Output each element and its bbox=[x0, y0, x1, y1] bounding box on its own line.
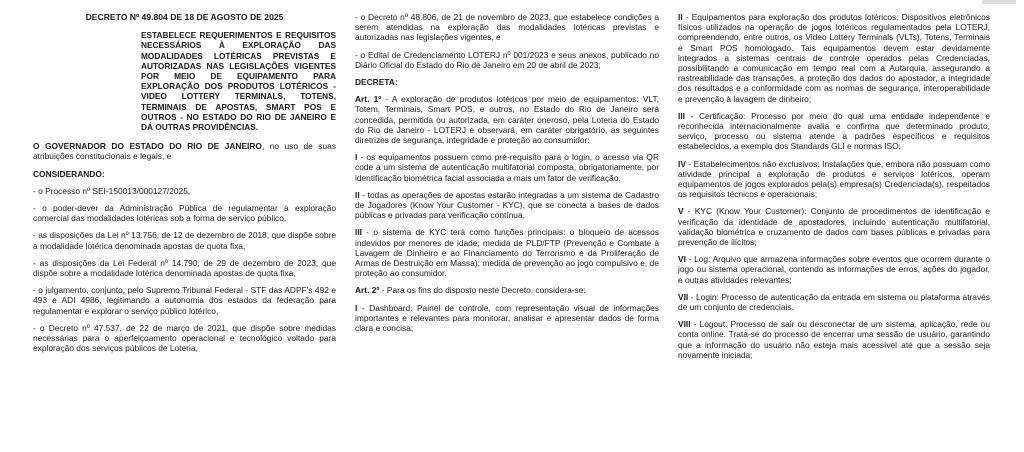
article-item bbox=[678, 292, 990, 312]
considerando-item: - as disposições da Lei nº 13.756, de 12 de dezembro de 2018, que dispõe sobre a modalidade lotérica denominada apostas de quota fixa, bbox=[33, 230, 336, 251]
article-item bbox=[355, 227, 659, 278]
article-item bbox=[678, 319, 990, 360]
decreta-heading: DECRETA: bbox=[355, 77, 398, 88]
article-2 bbox=[355, 285, 659, 295]
item-text: - Logout: Processo de sair ou desconectar de um sistema, aplicação, rede ou conta online. Trata-se do processo de encerrar uma sessão de usuário, garantindo que a informação do usuário não esteja mais acessível até que a sessão seja novamente iniciada; bbox=[678, 319, 990, 360]
considerando-item: - o Decreto nº 48.806, de 21 de novembro de 2023, que estabelece condições a serem atendidas na exploração das modalidades lotéricas previstas e autorizadas nas legislações vigentes, e bbox=[355, 12, 659, 43]
item-text: - todas as operações de apostas estarão integradas a um sistema de Cadastro de Jogadores (Know Your Customer - KYC), que se conecta a bases de dados públicas e privadas para verificação contínua. bbox=[355, 189, 659, 221]
item-label: VII bbox=[678, 291, 689, 302]
article-item bbox=[355, 190, 659, 221]
item-text: - Equipamentos para exploração dos produtos lotéricos: Dispositivos eletrônicos físicos utilizados na operação de jogos lotéricos regulamentados pela LOTERJ, compreendendo, entre outros, os Video Lottery Terminals (VLTs), Totens, Terminais e Smart POS homologado. Tais equipamentos devem estar devidamente integrados a sistemas centrais de controle operados pelas Credenciadas, possibilitando a comunicação em tempo real com a Autarquia, assegurando a rastreabilidade das transações, a proteção dos dados do apostador, a integridade dos resultados e a conformidade com as normas de segurança, interoperabilidade e prevenção à lavagem de dinheiro; bbox=[678, 12, 990, 104]
considerando-item: - o Processo nº SEI-150013/000127/2025, bbox=[33, 185, 191, 196]
item-label: III bbox=[355, 227, 362, 238]
item-label: II bbox=[355, 189, 360, 200]
article-item bbox=[678, 206, 990, 247]
item-label: IV bbox=[678, 158, 686, 169]
item-label: III bbox=[678, 110, 685, 121]
item-text: - Estabelecimentos não exclusivos: Instalações que, embora não possuam como atividade principal a exploração de produtos e serviços lotéricos, operam equipamentos de jogos explorados pela(s) empresa(s) Credenciada(s), respeitados os requisitos técnicos e operacionais; bbox=[678, 158, 990, 200]
considerando-item: - as disposições da Lei Federal nº 14.790, de 29 de dezembro de 2023, que dispõe sobre a modalidade lotérica denominada apostas de quota fixa, bbox=[33, 257, 336, 279]
item-label: V bbox=[678, 206, 684, 217]
item-text: - Log: Arquivo que armazena informações sobre eventos que ocorrem durante o jogo ou sistema operacional, contendo as informações de erros, ações do jogador, e outras atividades relevantes; bbox=[678, 254, 990, 285]
article-1-text: - A exploração de produtos lotéricos por meio de equipamentos: VLT, Totem, Terminais, Smart POS, e outros, no Estado do Rio de Janeiro será concedida, permitida ou autorizada, em caráter oneroso, pela Loteria do Estado do Rio de Janeiro - LOTERJ e observará, em caráter obrigatório, as seguintes diretrizes de segurança, integridade e proteção ao consumidor: bbox=[355, 94, 659, 146]
item-label: II bbox=[678, 12, 683, 22]
corner-mark bbox=[982, 0, 1016, 4]
article-item bbox=[678, 111, 990, 152]
considerando-heading: CONSIDERANDO: bbox=[33, 168, 105, 179]
column-3 bbox=[678, 12, 990, 367]
governor-paragraph bbox=[33, 141, 336, 161]
column-2 bbox=[355, 12, 659, 340]
decree-title: DECRETO Nº 49.804 DE 18 DE AGOSTO DE 2025 bbox=[85, 12, 284, 22]
decree-ementa: ESTABELECE REQUERIMENTOS E REQUISITOS NECESSÁRIOS À EXPLORAÇÃO DAS MODALIDADES LOTÉRICAS PREVISTAS E AUTORIZADAS NAS LEGISLAÇÕES VIGENTES POR MEIO DE EQUIPAMENTO PARA EXPLORAÇÃO DOS PRODUTOS LOTÉRICOS - VIDEO LOTTERY TERMINALS, TOTENS, TERMINAIS DE APOSTAS, SMART POS E OUTROS - NO ESTADO DO RIO DE JANEIRO E DÁ OUTRAS PROVIDÊNCIAS. bbox=[141, 30, 336, 133]
governor-heading: O GOVERNADOR DO ESTADO DO RIO DE JANEIRO bbox=[33, 141, 262, 152]
item-label: VI bbox=[678, 254, 686, 265]
item-label: I bbox=[355, 302, 358, 313]
article-item bbox=[678, 159, 990, 200]
item-text: - Dashboard: Painel de controle, com representação visual de informações importantes e relevantes para monitorar, analisar e apresentar dados de forma clara e concisa; bbox=[355, 302, 659, 334]
article-item bbox=[355, 152, 659, 183]
item-label: VIII bbox=[678, 319, 691, 330]
governor-text: , no uso de suas atribuições constitucionais e legais, e bbox=[33, 141, 336, 162]
article-item bbox=[355, 303, 659, 334]
considerando-item: - o julgamento, conjunto, pelo Supremo Tribunal Federal - STF das ADPF's 492 e 493 e ADI 4986, legitimando a autonomia dos estados da federação para regulamentar e explorar o serviço público lotérico, bbox=[33, 285, 336, 316]
article-1 bbox=[355, 94, 659, 145]
column-1 bbox=[33, 12, 336, 360]
article-item bbox=[678, 12, 990, 104]
item-label: I bbox=[355, 152, 358, 163]
considerando-item: - o poder-dever da Administração Pública de regulamentar a exploração comercial das modalidades lotéricas sob a forma de serviço público, bbox=[33, 203, 336, 224]
item-text: - Certificação: Processo por meio do qual uma entidade independente e reconhecida internacionalmente avalia e confirma que determinado produto, serviço, processo ou sistema atende a padrões específicos e requisitos estabelecidos, a exemplo dos Standards GLI e normas ISO; bbox=[678, 110, 990, 152]
item-text: - os equipamentos possuem como pré-requisito para o login, o acesso via QR code a um sistema de autenticação multifatorial composta, obrigatoriamente, por identificação biométrica facial associada a mais um fator de verificação. bbox=[355, 152, 659, 183]
item-text: - KYC (Know Your Customer): Conjunto de procedimentos de identificação e verificação da identidade de apostadores, incluindo autenticação multifatorial, validação biométrica e cruzamento de dados com bases públicas e privadas para prevenção de ilícitos; bbox=[678, 206, 990, 248]
article-2-label: Art. 2º bbox=[355, 285, 380, 296]
item-text: - Login: Processo de autenticação da entrada em sistema ou plataforma através de um conjunto de credenciais. bbox=[678, 291, 990, 313]
article-2-text: - Para os fins do disposto neste Decreto, considera-se: bbox=[379, 285, 586, 296]
article-item bbox=[678, 254, 990, 285]
considerando-item: - o Edital de Credenciamento LOTERJ nº 001/2023 e seus anexos, publicado no Diário Oficial do Estado do Rio de Janeiro em 20 de abril de 2023; bbox=[355, 49, 659, 70]
item-text: - o sistema de KYC terá como funções principais: o bloqueio de acessos indevidos por menores de idade; medida de PLD/FTP (Prevenção e Combate à Lavagem de Dinheiro e ao Financiamento do Terrorismo e da Proliferação de Armas de Destruição em Massa); medida de prevenção ao jogo compulsivo e, de proteção ao consumidor. bbox=[355, 227, 659, 279]
article-1-label: Art. 1º bbox=[355, 94, 382, 105]
considerando-item: - o Decreto nº 47.537, de 22 de março de 2021, que dispõe sobre medidas necessárias para o aperfeiçoamento operacional e tecnológico voltado para exploração dos serviços públicos de Loteria, bbox=[33, 322, 336, 354]
